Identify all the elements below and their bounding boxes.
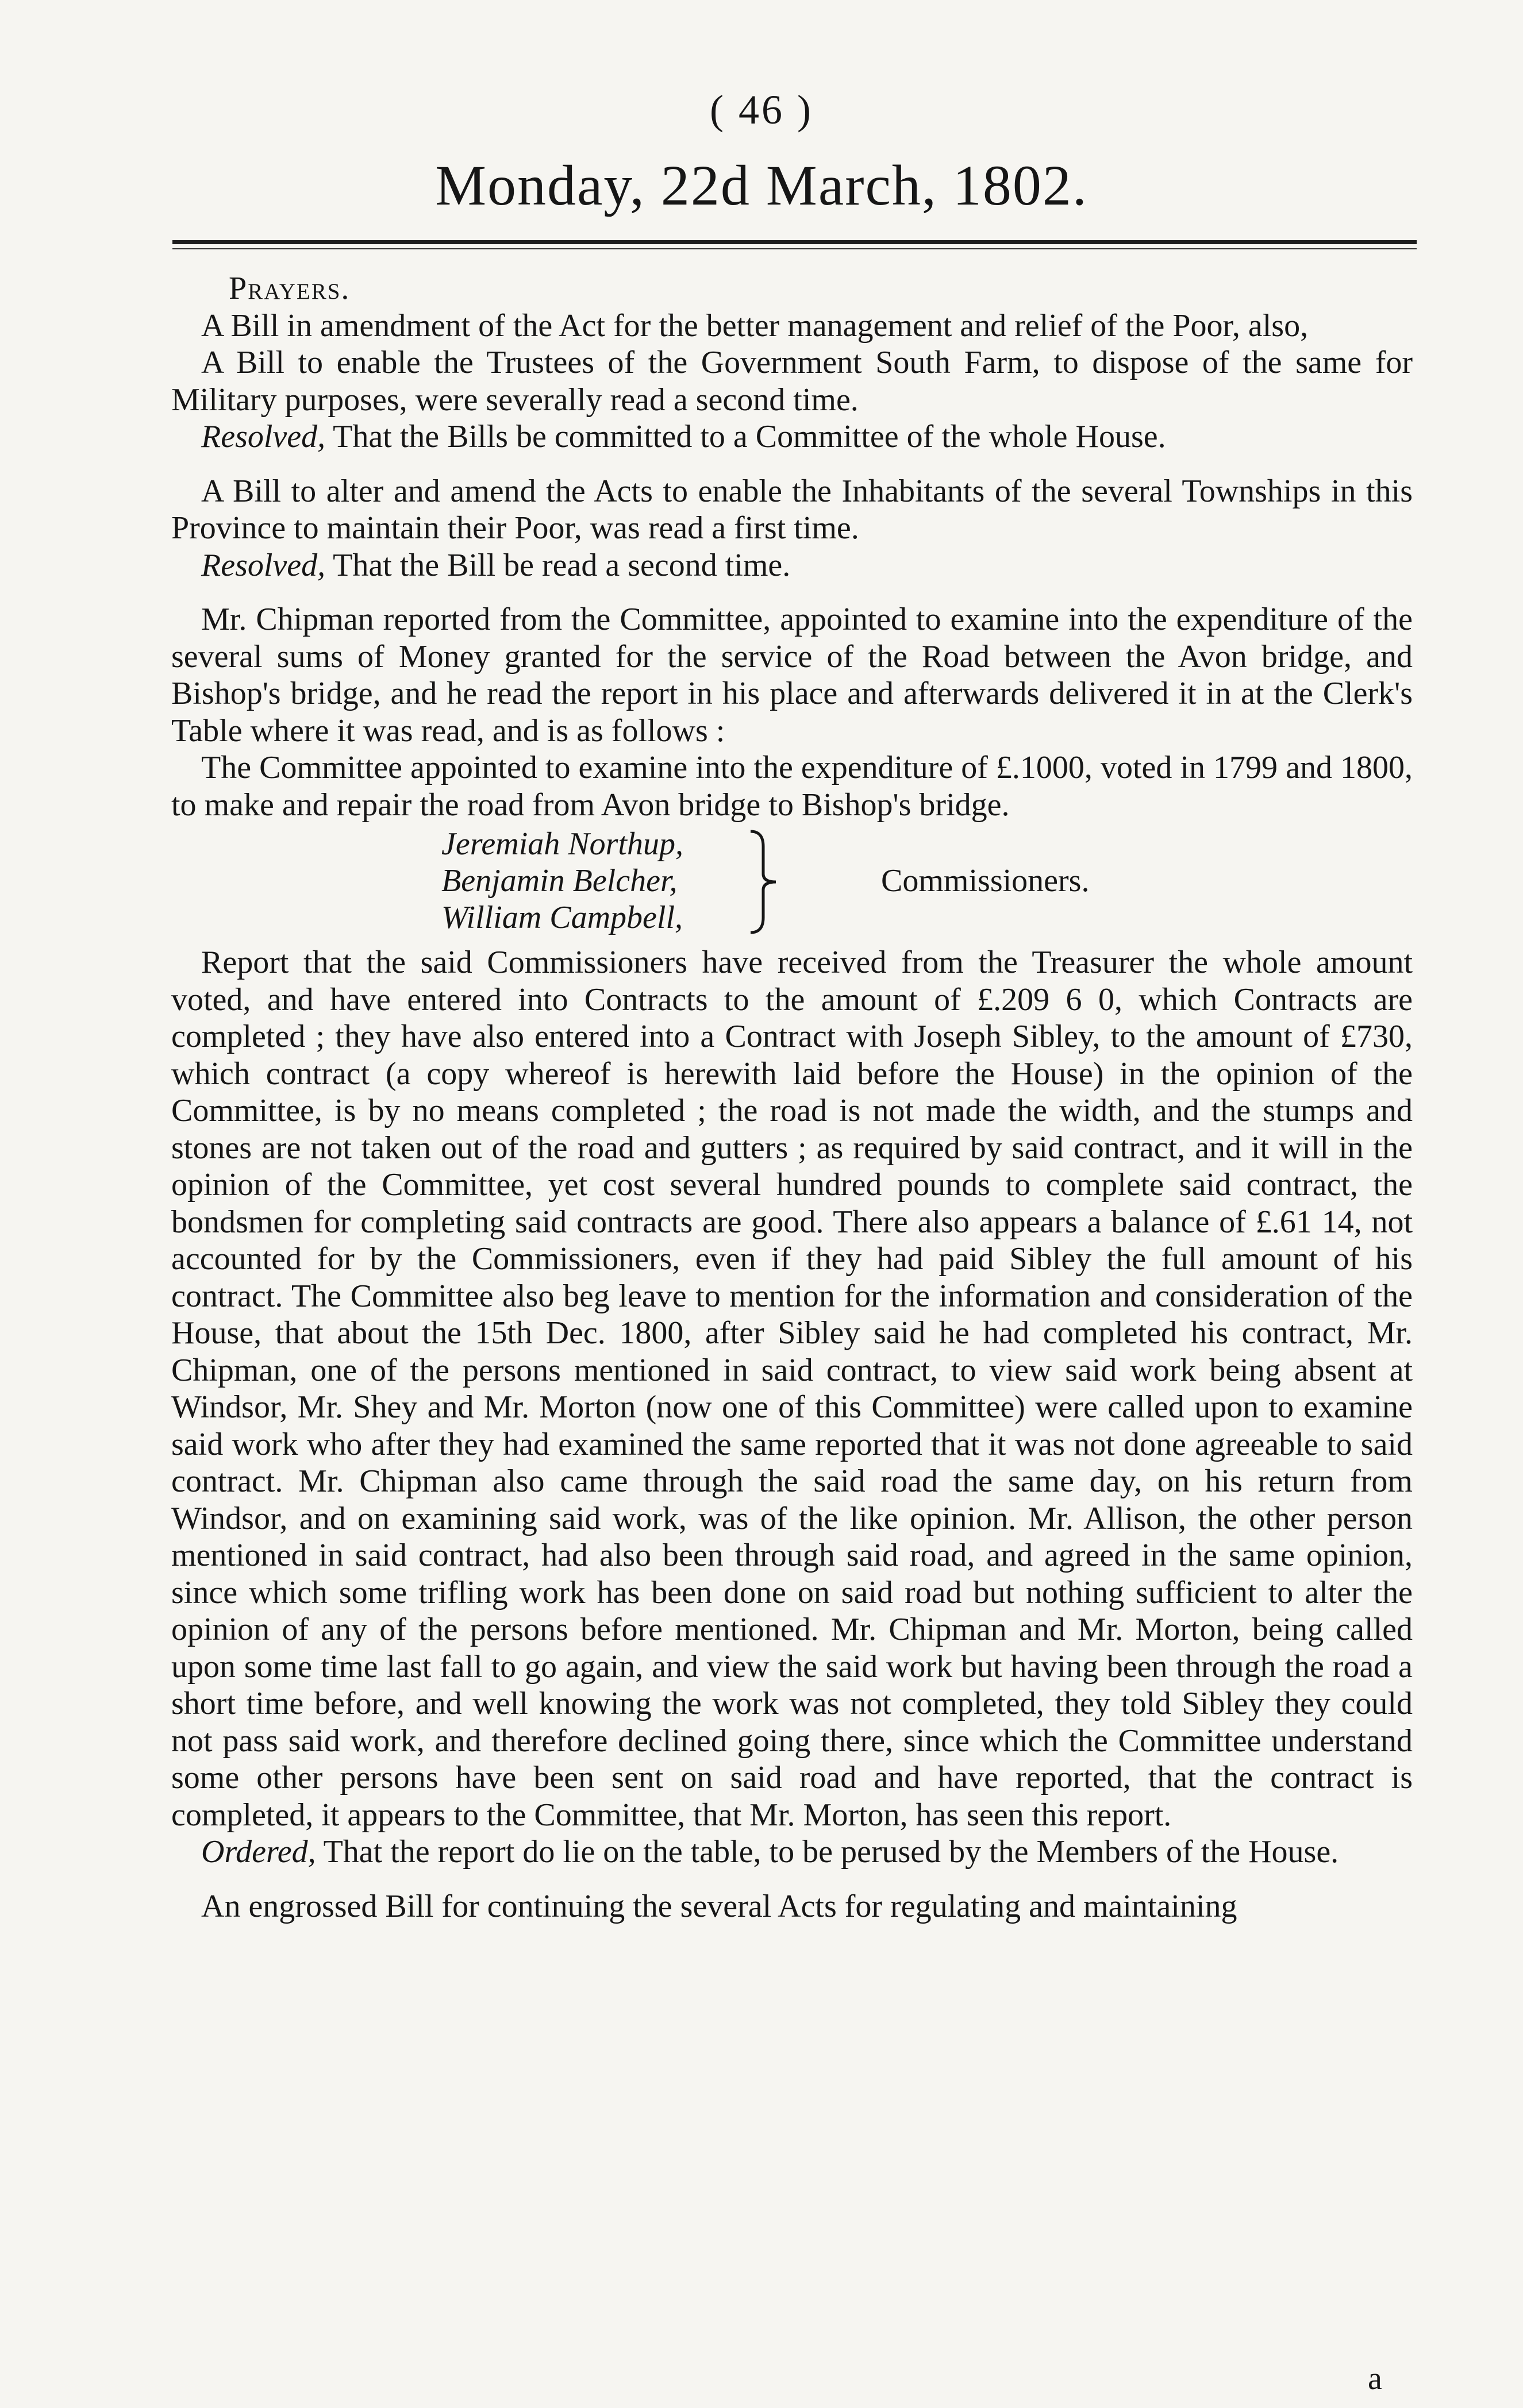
paragraph-bill-townships: A Bill to alter and amend the Acts to enable the Inhabitants of the several Townships in this Province to maintain their Poor, was read a first time. [171, 473, 1413, 546]
commissioner-name: Benjamin Belcher, [441, 863, 678, 899]
paragraph-resolved-committee [171, 418, 1413, 456]
resolved-label: Resolved, [201, 547, 326, 583]
prayers-heading: Prayers. [229, 271, 351, 306]
paragraph-bill-poor-relief: A Bill in amendment of the Act for the better management and relief of the Poor, also, [201, 307, 1309, 344]
ordered-label: Ordered, [201, 1834, 316, 1870]
page-number: ( 46 ) [710, 87, 813, 133]
paragraph-commissioners-report: Report that the said Commissioners have received from the Treasurer the whole amount voted, and have entered into Contracts to the amount of £.209 6 0, which Contracts are completed ; they have also entered into a Contract with Joseph Sibley, to the amount of £730, which contract (a copy whereof is herewith laid before the House) in the opinion of the Committee, is by no means completed ; the road is not made the width, and the stumps and stones are not taken out of the road and gutters ; as required by said contract, and it will in the opinion of the Committee, yet cost several hundred pounds to complete said contract, the bondsmen for completing said contracts are good. There also appears a balance of £.61 14, not accounted for by the Commissioners, even if they had paid Sibley the full amount of his contract. The Committee also beg leave to mention for the information and consideration of the House, that about the 15th Dec. 1800, after Sibley said he had completed his contract, Mr. Chipman, one of the persons mentioned in said contract, to view said work being absent at Windsor, Mr. Shey and Mr. Morton (now one of this Committee) were called upon to examine said work who after they had examined the same reported that it was not done agreeable to said contract. Mr. Chipman also came through the said road the same day, on his return from Windsor, and on examining said work, was of the like opinion. Mr. Allison, the other person mentioned in said contract, had also been through said road, and agreed in the same opinion, since which some trifling work has been done on said road but nothing sufficient to alter the opinion of any of the persons before mentioned. Mr. Chipman and Mr. Morton, being called upon some time last fall to go again, and view the said work but having been through the road a short time before, and well knowing the work was not completed, they told Sibley they could not pass said work, and therefore declined going there, since which the Committee understand some other persons have been sent on said road and have reported, that the contract is completed, it appears to the Committee, that Mr. Morton, has seen this report. [171, 945, 1413, 1833]
paragraph-resolved-second-reading [171, 547, 1413, 584]
header-rule-thin [172, 248, 1417, 249]
paragraph-chipman-report: Mr. Chipman reported from the Committee, appointed to examine into the expenditure of the several sums of Money granted for the service of the Road between the Avon bridge, and Bishop's bridge, and he read the report in his place and afterwards delivered it in at the Clerk's Table where it was read, and is as follows : [171, 602, 1413, 749]
commissioner-name: Jeremiah Northup, [441, 826, 683, 862]
commissioners-block [171, 826, 1413, 941]
commissioner-names [441, 826, 683, 936]
resolved-text: That the Bill be read a second time. [325, 547, 791, 583]
paragraph-engrossed-bill: An engrossed Bill for continuing the several Acts for regulating and maintaining [201, 1888, 1237, 1924]
resolved-label: Resolved, [201, 419, 326, 454]
paragraph-ordered [171, 1833, 1413, 1871]
catchword: a [1368, 2361, 1382, 2397]
ordered-text: That the report do lie on the table, to be perused by the Members of the House. [316, 1834, 1339, 1870]
resolved-text: That the Bills be committed to a Committee of the whole House. [325, 419, 1166, 454]
date-heading: Monday, 22d March, 1802. [435, 153, 1088, 217]
paragraph-committee-appointed: The Committee appointed to examine into the expenditure of £.1000, voted in 1799 and 1800, to make and repair the road from Avon bridge to Bishop's bridge. [171, 750, 1413, 823]
commissioner-name: William Campbell, [441, 900, 683, 935]
paragraph-bill-south-farm: A Bill to enable the Trustees of the Government South Farm, to dispose of the same for Military purposes, were severally read a second time. [171, 345, 1413, 418]
commissioners-label: Commissioners. [881, 863, 1090, 899]
header-rule [172, 240, 1417, 244]
journal-body [171, 270, 1413, 1925]
right-brace-icon [746, 829, 780, 935]
